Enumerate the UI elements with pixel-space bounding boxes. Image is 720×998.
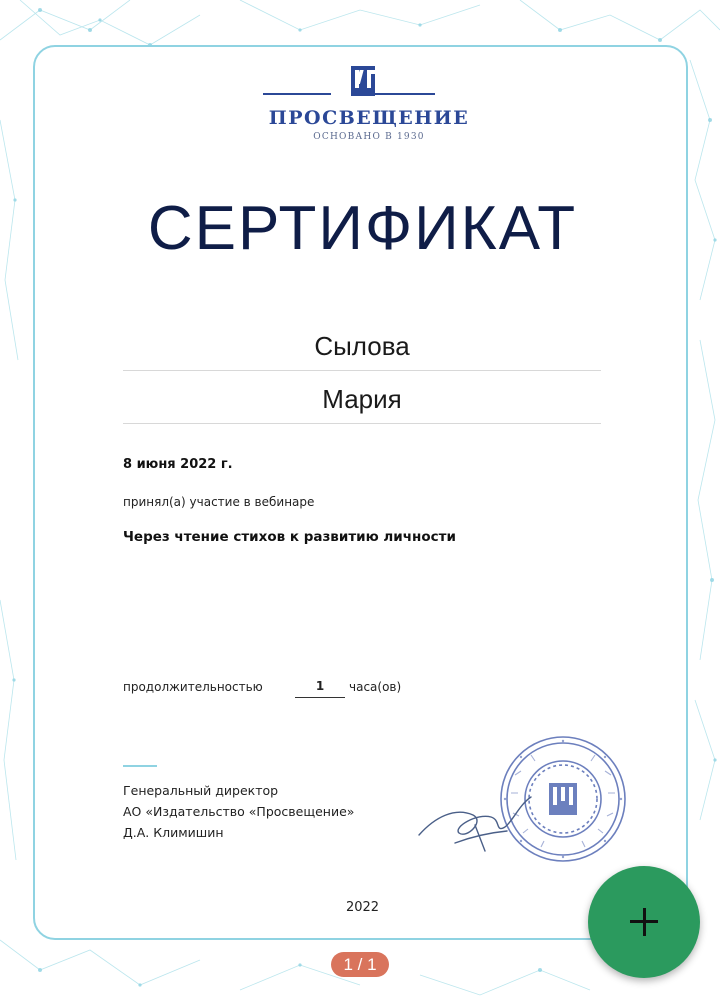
brand-name: ПРОСВЕЩЕНИЕ <box>268 107 470 129</box>
event-date: 8 июня 2022 г. <box>123 457 233 472</box>
first-name-underline <box>123 423 601 424</box>
accent-line <box>123 765 157 767</box>
add-button[interactable] <box>588 866 700 978</box>
signatory-position: Генеральный директор <box>123 783 279 798</box>
brand-subtitle: ОСНОВАНО В 1930 <box>313 132 425 142</box>
duration-prefix: продолжительностью <box>123 680 263 694</box>
signatory-block <box>123 780 354 843</box>
brand-logo <box>259 65 479 145</box>
page-indicator: 1 / 1 <box>331 952 389 977</box>
webinar-title: Через чтение стихов к развитию личности <box>123 529 456 545</box>
certificate-title: СЕРТИФИКАТ <box>147 194 578 263</box>
signatory-name: Д.А. Климишин <box>123 825 224 840</box>
director-signature <box>415 787 535 857</box>
certificate-year: 2022 <box>345 900 380 915</box>
prosveshchenie-logo-icon <box>350 65 376 97</box>
certificate-card <box>33 45 688 940</box>
recipient-surname: Сылова <box>314 331 410 361</box>
duration-suffix: часа(ов) <box>349 680 402 694</box>
duration-row <box>123 679 483 701</box>
plus-icon-vertical <box>643 908 646 936</box>
logo-rule-left <box>263 93 331 95</box>
surname-underline <box>123 370 601 371</box>
duration-value: 1 <box>295 679 345 698</box>
logo-rule-right <box>367 93 435 95</box>
participation-text: принял(а) участие в вебинаре <box>123 495 315 509</box>
recipient-first-name: Мария <box>322 384 402 414</box>
signatory-organization: АО «Издательство «Просвещение» <box>123 804 355 819</box>
